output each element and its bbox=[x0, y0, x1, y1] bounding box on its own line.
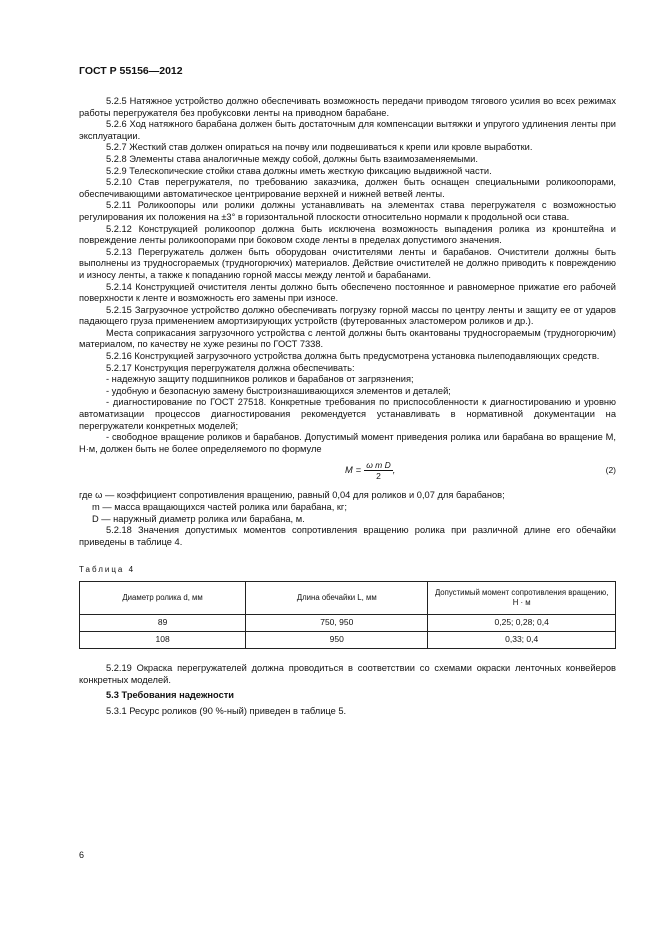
clause-5-2-11: 5.2.11 Роликоопоры или ролики должны устанавливать на элементах става перегружателя с возможностью регулирования их положения на ±3° в горизонтальной плоскости относительно нормали к продольной оси става. bbox=[79, 200, 616, 222]
formula-lhs: M bbox=[345, 465, 353, 476]
list-item: - удобную и безопасную замену быстроизнашивающихся элементов и деталей; bbox=[106, 385, 451, 396]
table-cell: 0,25; 0,28; 0,4 bbox=[428, 614, 616, 631]
table-cell: 89 bbox=[80, 614, 246, 631]
table-caption: Таблица 4 bbox=[79, 565, 136, 575]
clause-5-2-8: 5.2.8 Элементы става аналогичные между собой, должны быть взаимозаменяемыми. bbox=[106, 153, 478, 164]
page-number: 6 bbox=[79, 850, 85, 860]
clause-5-2-19: 5.2.19 Окраска перегружателей должна проводиться в соответствии со схемами окраски ленточных конвейеров конкретных моделей. bbox=[79, 662, 616, 685]
clause-5-2-10: 5.2.10 Став перегружателя, по требованию заказчика, должен быть оснащен специальными роликоопорами, обеспечивающими автоматическое центрирование верхней и нижней ветвей ленты. bbox=[79, 177, 616, 199]
table-header-cell: Допустимый момент сопротивления вращению, Н · м bbox=[428, 581, 616, 614]
clause-5-2-16: 5.2.16 Конструкцией загрузочного устройства должна быть предусмотрена установка пылеподавляющих средств. bbox=[106, 351, 600, 362]
clause-5-2-17: 5.2.17 Конструкция перегружателя должна обеспечивать: bbox=[106, 362, 355, 373]
formula-fraction bbox=[364, 460, 393, 481]
table-cell: 950 bbox=[246, 631, 428, 648]
clause-5-2-15: 5.2.15 Загрузочное устройство должно обеспечивать погрузку горной массы по центру ленты и защиту ее от ударов падающего груза применением амортизирующих устройств (футерованных эластомером роликов и др.). bbox=[79, 304, 616, 327]
clause-5-2-18: 5.2.18 Значения допустимых моментов сопротивления вращению ролика при различной длине его обечайки приведены в таблице 4. bbox=[79, 525, 616, 547]
clause-5-2-9: 5.2.9 Телескопические стойки става должны иметь жесткую фиксацию выдвижной части. bbox=[106, 165, 492, 176]
formula-numerator: ω m D bbox=[366, 460, 391, 471]
formula-denominator: 2 bbox=[376, 471, 381, 482]
clause-5-2-5: 5.2.5 Натяжное устройство должно обеспечивать возможность передачи приводом тягового усилия во всех режимах работы перегружателя без пробуксовки ленты на приводном барабане. bbox=[79, 96, 616, 118]
formula-number: (2) bbox=[605, 465, 616, 476]
legend-term: D — наружный диаметр ролика или барабана, м. bbox=[92, 513, 305, 524]
table-header-row bbox=[80, 581, 616, 614]
formula-2 bbox=[79, 458, 616, 488]
formula-expression bbox=[345, 460, 395, 481]
table-cell: 750, 950 bbox=[246, 614, 428, 631]
table-header-cell: Диаметр ролика d, мм bbox=[80, 581, 246, 614]
formula-equals: = bbox=[355, 465, 362, 476]
document-body bbox=[79, 96, 616, 717]
legend-term: m — масса вращающихся частей ролика или барабана, кг; bbox=[92, 502, 347, 512]
clause-5-2-6: 5.2.6 Ход натяжного барабана должен быть достаточным для компенсации вытяжки и упругого удлинения ленты при эксплуатации. bbox=[79, 119, 616, 141]
clause-5-2-12: 5.2.12 Конструкцией роликоопор должна быть исключена возможность выпадения ролика из кронштейна и повреждение ленты роликоопорами при боковом сходе ленты в пределах допустимого значения. bbox=[79, 223, 616, 246]
formula-suffix: , bbox=[392, 465, 396, 476]
section-5-3-title: 5.3 Требования надежности bbox=[106, 690, 235, 701]
list-item: - надежную защиту подшипников роликов и барабанов от загрязнения; bbox=[106, 374, 414, 385]
table-row bbox=[80, 614, 616, 631]
clause-5-2-15-contact: Места соприкасания загрузочного устройства с лентой должны быть окантованы трудносгораемым (трудногорючим) материалом, по качеству не хуже резины по ГОСТ 7338. bbox=[79, 327, 616, 350]
table-header-cell: Длина обечайки L, мм bbox=[246, 581, 428, 614]
table-cell: 0,33; 0,4 bbox=[428, 631, 616, 648]
clause-5-2-7: 5.2.7 Жесткий став должен опираться на почву или подвешиваться к крепи или кровле выработки. bbox=[106, 142, 533, 153]
table-row bbox=[80, 631, 616, 648]
clause-5-2-13: 5.2.13 Перегружатель должен быть оборудован очистителями ленты и барабанов. Очистители должны быть выполнены из трудносгораемых (трудногорючих) материалов. Действие очистителей не должно приводить к повреждению и износу ленты, а также к попаданию горной массы между лентой и барабанами. bbox=[79, 246, 616, 280]
table-cell: 108 bbox=[80, 631, 246, 648]
legend-intro: где ω — коэффициент сопротивления вращению, равный 0,04 для роликов и 0,07 для барабанов; bbox=[79, 490, 505, 501]
list-item: - свободное вращение роликов и барабанов. Допустимый момент приведения ролика или барабана во вращение M, Н·м, должен быть не более определяемого по формуле bbox=[79, 432, 616, 454]
list-item: - диагностирование по ГОСТ 27518. Конкретные требования по приспособленности к диагностированию и уровню автоматизации процессов диагностирования рекомендуется устанавливать в нормативной документации на перегружатели конкретных моделей; bbox=[79, 397, 616, 431]
table-4 bbox=[79, 581, 616, 649]
formula-legend bbox=[79, 490, 616, 525]
clause-5-2-14: 5.2.14 Конструкцией очистителя ленты должно быть обеспечено постоянное и равномерное прижатие его рабочей поверхности к ленте и возможность его замены при износе. bbox=[79, 281, 616, 304]
document-header: ГОСТ Р 55156—2012 bbox=[79, 65, 183, 77]
clause-5-3-1: 5.3.1 Ресурс роликов (90 %-ный) приведен в таблице 5. bbox=[106, 705, 347, 716]
